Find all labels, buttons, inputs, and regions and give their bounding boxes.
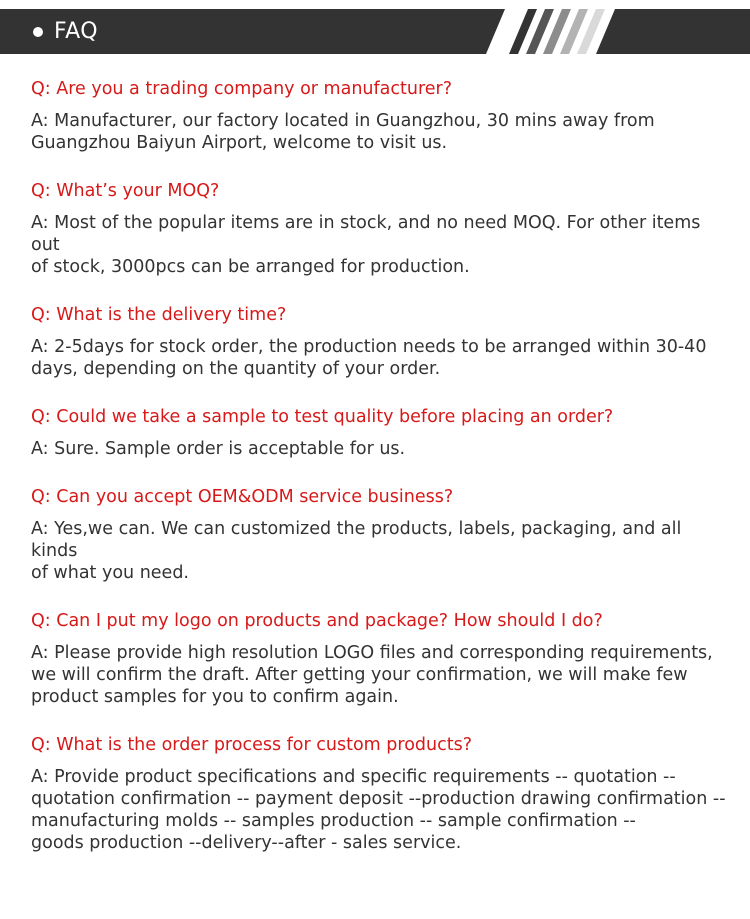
- faq-question: Q: What’s your MOQ?: [31, 181, 220, 201]
- faq-answer: A: Provide product specifications and specific requirements -- quotation -- quotation confirmation -- payment deposit --production drawing confirmation -- manufacturing molds -- samples production -- sample confirmation -- goods production --delivery--after - sales service.: [31, 767, 726, 853]
- faq-item: [31, 404, 731, 460]
- faq-question: Q: Can you accept OEM&ODM service business?: [31, 487, 454, 507]
- faq-question: Q: Could we take a sample to test quality before placing an order?: [31, 407, 614, 427]
- banner-right-bar: [596, 9, 750, 54]
- faq-answer: A: 2-5days for stock order, the production needs to be arranged within 30-40 days, depending on the quantity of your order.: [31, 337, 707, 379]
- faq-item: [31, 608, 731, 708]
- bullet-icon: [33, 27, 43, 37]
- faq-question: Q: Can I put my logo on products and package? How should I do?: [31, 611, 603, 631]
- faq-list: [31, 76, 731, 854]
- faq-banner: [0, 9, 750, 54]
- faq-answer: A: Most of the popular items are in stock, and no need MOQ. For other items out of stock, 3000pcs can be arranged for production.: [31, 213, 701, 277]
- faq-item: [31, 76, 731, 154]
- faq-item: [31, 732, 731, 854]
- faq-answer: A: Sure. Sample order is acceptable for us.: [31, 439, 406, 459]
- faq-question: Q: Are you a trading company or manufacturer?: [31, 79, 453, 99]
- faq-answer: A: Yes,we can. We can customized the products, labels, packaging, and all kinds of what you need.: [31, 519, 682, 583]
- page-title: FAQ: [54, 19, 99, 44]
- faq-answer: A: Please provide high resolution LOGO files and corresponding requirements, we will confirm the draft. After getting your confirmation, we will make few product samples for you to confirm again.: [31, 643, 713, 707]
- banner-background: [0, 9, 750, 54]
- faq-question: Q: What is the order process for custom products?: [31, 735, 472, 755]
- faq-item: [31, 302, 731, 380]
- faq-answer: A: Manufacturer, our factory located in Guangzhou, 30 mins away from Guangzhou Baiyun Airport, welcome to visit us.: [31, 111, 655, 153]
- faq-item: [31, 178, 731, 278]
- faq-question: Q: What is the delivery time?: [31, 305, 287, 325]
- faq-item: [31, 484, 731, 584]
